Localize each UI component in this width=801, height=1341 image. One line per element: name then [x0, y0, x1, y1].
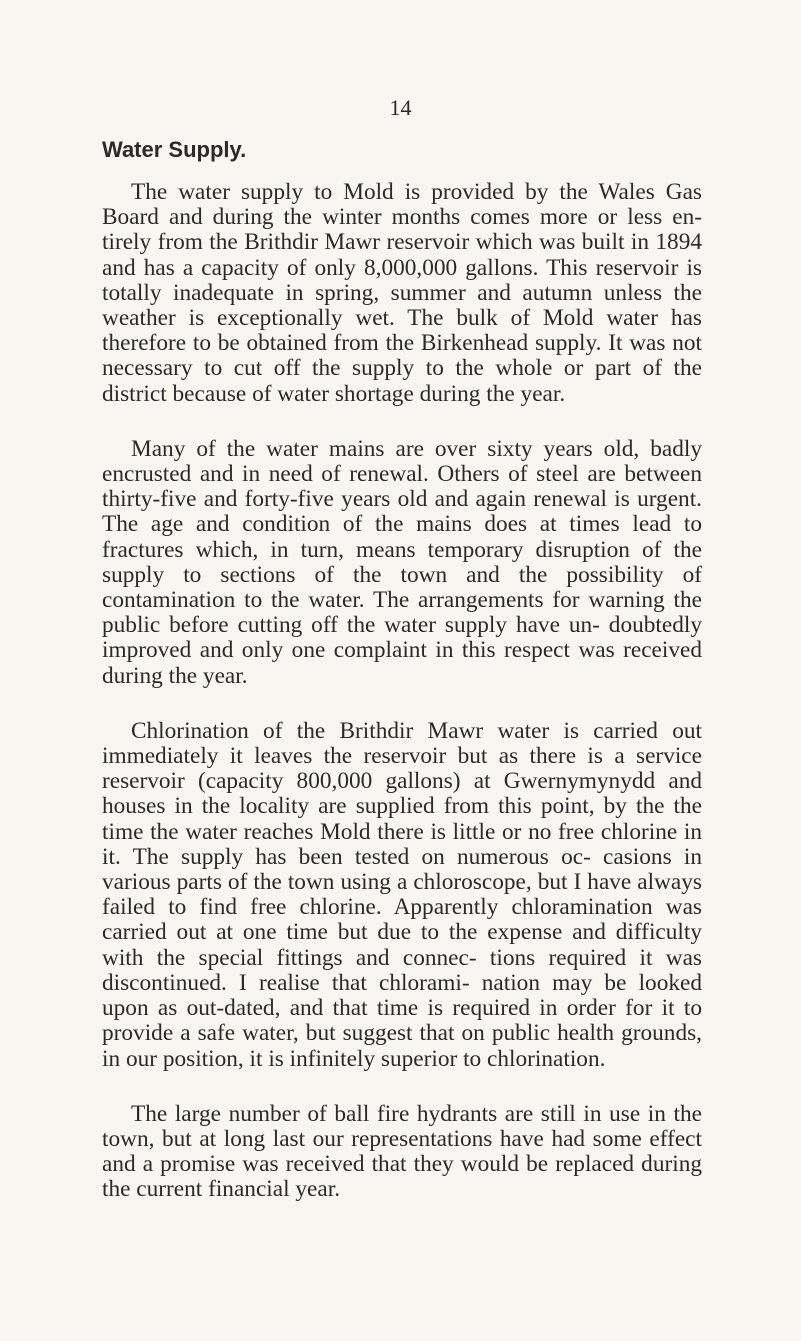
paragraph-water-mains: Many of the water mains are over sixty years old, badly encrusted and in need of renewal. Others of steel are between thirty-five and forty-five years old and again renewal is urgent. The age and condition of the mains does at times lead to fractures which, in turn, means temporary disruption of the supply to sections of the town and the possibility of contamination to the water. The arrangements for warning the public before cutting off the water supply have un- doubtedly improved and only one complaint in this respect was received during the year.: [102, 435, 702, 689]
paragraph-water-source: The water supply to Mold is provided by the Wales Gas Board and during the winter months comes more or less en- tirely from the Brithdir Mawr reservoir which was built in 1894 and has a capacity of only 8,000,000 gallons. This reservoir is totally inadequate in spring, summer and autumn unless the weather is exceptionally wet. The bulk of Mold water has therefore to be obtained from the Birkenhead supply. It was not necessary to cut off the supply to the whole or part of the district because of water shortage during the year.: [102, 179, 702, 407]
paragraph-chlorination: Chlorination of the Brithdir Mawr water is carried out immediately it leaves the reservoir but as there is a service reservoir (capacity 800,000 gallons) at Gwernymynydd and houses in the locality are supplied from this point, by the the time the water reaches Mold there is little or no free chlorine in it. The supply has been tested on numerous oc- casions in various parts of the town using a chloroscope, but I have always failed to find free chlorine. Apparently chloramination was carried out at one time but due to the expense and difficulty with the special fittings and connec- tions required it was discontinued. I realise that chlorami- nation may be looked upon as out-dated, and that time is required in order for it to provide a safe water, but suggest that on public health grounds, in our position, it is infinitely superior to chlorination.: [102, 717, 702, 1072]
body-text: [102, 180, 702, 1233]
page-number: 14: [389, 95, 412, 120]
paragraph-fire-hydrants: The large number of ball fire hydrants are still in use in the town, but at long last our representations have had some effect and a promise was received that they would be replaced during the current financial year.: [102, 1100, 702, 1203]
section-heading: Water Supply.: [102, 137, 247, 162]
